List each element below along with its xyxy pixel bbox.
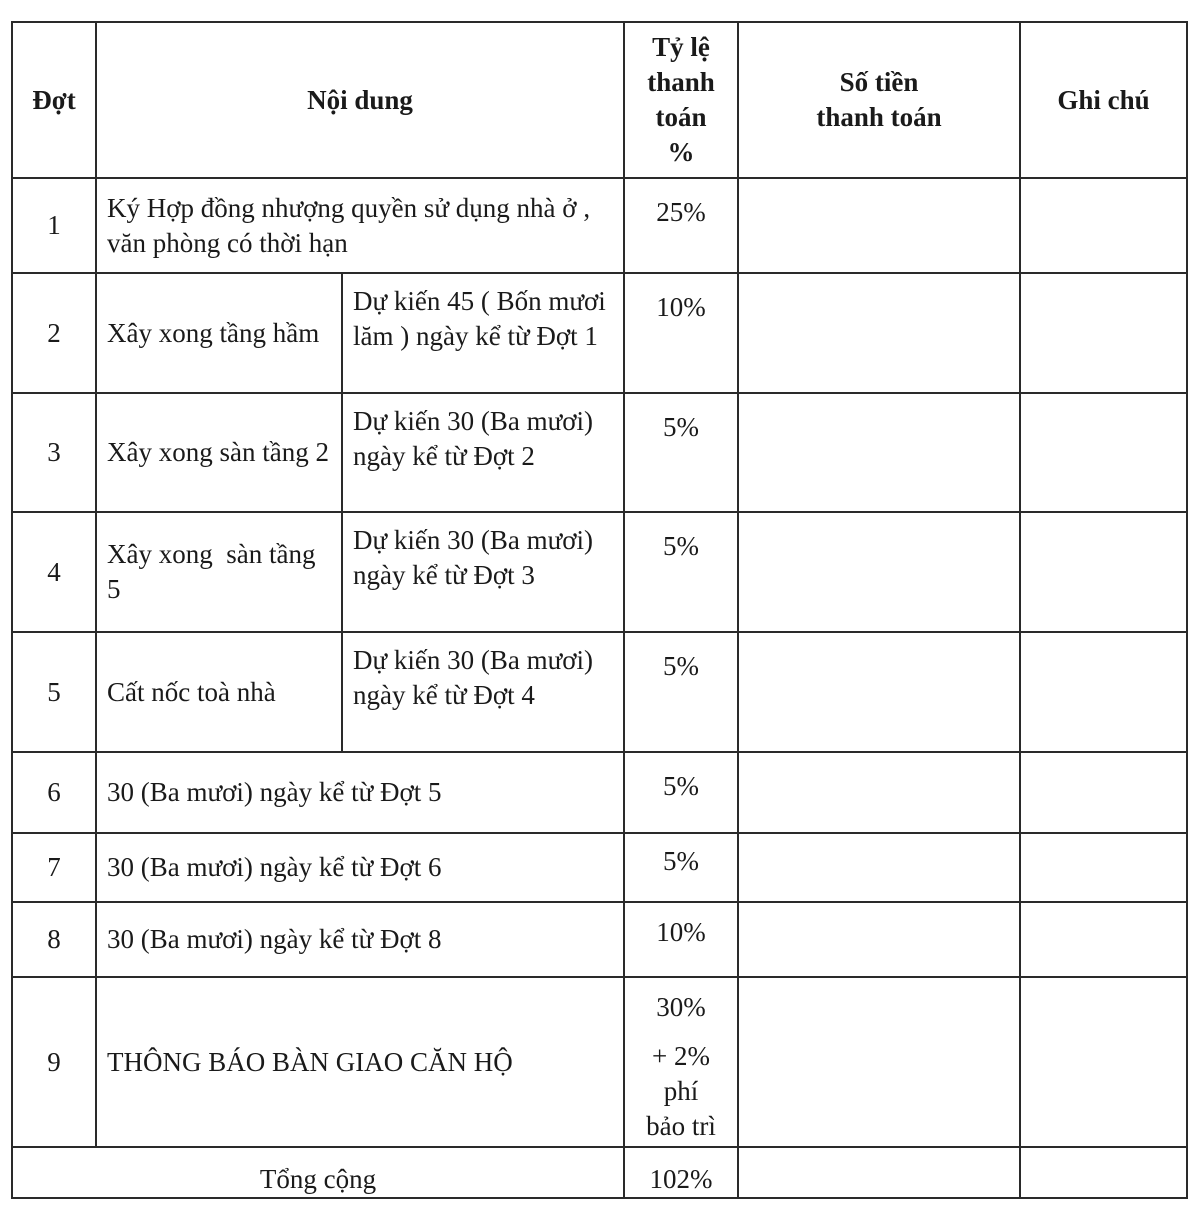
header-rate-line: % <box>667 137 695 167</box>
row-rate: 5% <box>624 752 738 833</box>
row-dot: 7 <box>12 833 96 902</box>
row-note[interactable] <box>1020 178 1187 273</box>
row-dot: 2 <box>12 273 96 393</box>
row-content: 30 (Ba mươi) ngày kể từ Đợt 5 <box>96 752 624 833</box>
row-schedule: Dự kiến 30 (Ba mươi) ngày kể từ Đợt 2 <box>342 393 624 512</box>
header-row <box>12 22 1187 178</box>
row-note[interactable] <box>1020 273 1187 393</box>
row-amount[interactable] <box>738 977 1020 1147</box>
row-note[interactable] <box>1020 752 1187 833</box>
row-dot: 3 <box>12 393 96 512</box>
table-row <box>12 902 1187 977</box>
row-stage: Cất nốc toà nhà <box>96 632 342 752</box>
header-amount-line: Số tiền <box>839 67 919 97</box>
table-row <box>12 178 1187 273</box>
row-note[interactable] <box>1020 632 1187 752</box>
table-row <box>12 273 1187 393</box>
row-note[interactable] <box>1020 833 1187 902</box>
header-note: Ghi chú <box>1020 22 1187 178</box>
row-amount[interactable] <box>738 902 1020 977</box>
row-stage: Xây xong sàn tầng 2 <box>96 393 342 512</box>
row-dot: 1 <box>12 178 96 273</box>
row-rate: 10% <box>624 902 738 977</box>
row-stage: Xây xong tầng hầm <box>96 273 342 393</box>
row-amount[interactable] <box>738 632 1020 752</box>
row-amount[interactable] <box>738 273 1020 393</box>
row-stage: Xây xong sàn tầng 5 <box>96 512 342 632</box>
row-dot: 6 <box>12 752 96 833</box>
header-dot: Đợt <box>12 22 96 178</box>
row-schedule: Dự kiến 30 (Ba mươi) ngày kể từ Đợt 4 <box>342 632 624 752</box>
total-rate: 102% <box>624 1147 738 1198</box>
header-rate-line: toán <box>655 102 707 132</box>
row-amount[interactable] <box>738 178 1020 273</box>
row-dot: 4 <box>12 512 96 632</box>
total-row <box>12 1147 1187 1198</box>
row-schedule: Dự kiến 45 ( Bốn mươi lăm ) ngày kể từ Đợt 1 <box>342 273 624 393</box>
total-amount[interactable] <box>738 1147 1020 1198</box>
row-dot: 9 <box>12 977 96 1147</box>
row-rate: 5% <box>624 632 738 752</box>
row-rate <box>624 977 738 1147</box>
row-content: Ký Hợp đồng nhượng quyền sử dụng nhà ở , văn phòng có thời hạn <box>96 178 624 273</box>
row-amount[interactable] <box>738 393 1020 512</box>
row-rate: 5% <box>624 393 738 512</box>
table-row <box>12 632 1187 752</box>
row-rate: 25% <box>624 178 738 273</box>
row-note[interactable] <box>1020 393 1187 512</box>
row-rate: 5% <box>624 833 738 902</box>
header-content: Nội dung <box>96 22 624 178</box>
row-schedule: Dự kiến 30 (Ba mươi) ngày kể từ Đợt 3 <box>342 512 624 632</box>
payment-schedule-table <box>11 21 1188 1199</box>
row-rate: 5% <box>624 512 738 632</box>
row-dot: 8 <box>12 902 96 977</box>
table-row <box>12 512 1187 632</box>
row-content: 30 (Ba mươi) ngày kể từ Đợt 6 <box>96 833 624 902</box>
row-rate-line: bảo trì <box>646 1111 716 1141</box>
total-label: Tổng cộng <box>12 1147 624 1198</box>
header-amount <box>738 22 1020 178</box>
table-row <box>12 833 1187 902</box>
table-row <box>12 977 1187 1147</box>
table-row <box>12 752 1187 833</box>
header-rate <box>624 22 738 178</box>
row-note[interactable] <box>1020 512 1187 632</box>
header-rate-line: thanh <box>647 67 715 97</box>
row-amount[interactable] <box>738 512 1020 632</box>
row-rate: 10% <box>624 273 738 393</box>
row-amount[interactable] <box>738 752 1020 833</box>
row-content: THÔNG BÁO BÀN GIAO CĂN HỘ <box>96 977 624 1147</box>
row-note[interactable] <box>1020 977 1187 1147</box>
total-note[interactable] <box>1020 1147 1187 1198</box>
row-rate-line: 30% <box>656 992 706 1022</box>
row-rate-line: phí <box>663 1076 699 1106</box>
row-note[interactable] <box>1020 902 1187 977</box>
header-amount-line: thanh toán <box>816 102 942 132</box>
row-dot: 5 <box>12 632 96 752</box>
row-content: 30 (Ba mươi) ngày kể từ Đợt 8 <box>96 902 624 977</box>
table-row <box>12 393 1187 512</box>
row-amount[interactable] <box>738 833 1020 902</box>
header-rate-line: Tỷ lệ <box>652 32 710 62</box>
row-rate-line: + 2% <box>652 1041 710 1071</box>
